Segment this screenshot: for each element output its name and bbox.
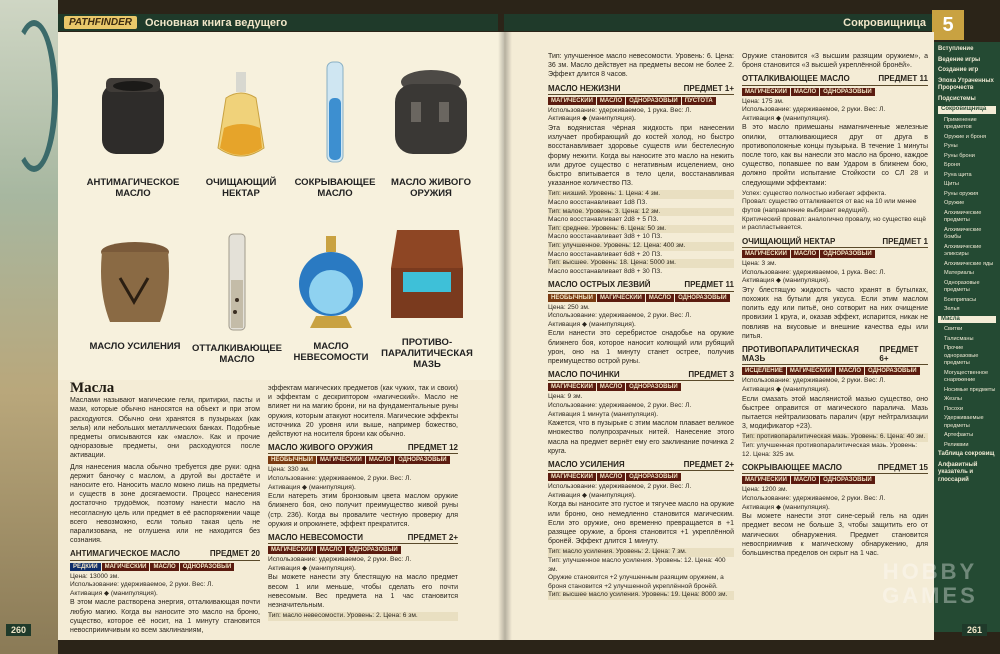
item-text: Если натереть этим бронзовым цвета маслом оружие ближнего боя, оно получит преимущество живой руны (стр. 236). Когда вы провалите честную проверку для оружия и опрокинете, эффект прекратится. xyxy=(268,493,458,528)
page-number-right: 261 xyxy=(962,624,987,636)
item-price: Цена: 13000 зм. xyxy=(70,572,120,580)
trait-tag[interactable]: МАСЛО xyxy=(150,563,178,571)
potency-oil-image xyxy=(90,232,180,332)
item-activation: Активация ◆ (манипуляция). xyxy=(548,491,636,499)
item-activation: Активация 1 минута (манипуляция). xyxy=(548,410,659,418)
nav-item[interactable]: Создание игр xyxy=(938,67,979,73)
gallery-caption: ОЧИЩАЮЩИЙ НЕКТАР xyxy=(205,177,277,199)
trait-tag[interactable]: МАГИЧЕСКИЙ xyxy=(268,546,316,554)
trait-tag[interactable]: ОДНОРАЗОВЫЙ xyxy=(626,383,681,391)
item-level: ПРЕДМЕТ 12 xyxy=(407,443,458,453)
item-title: МАСЛО ОСТРЫХ ЛЕЗВИЙ xyxy=(548,280,651,290)
item-activation: Активация ◆ (манипуляция). xyxy=(742,277,830,285)
item-usage: Использование: удерживаемое, 2 руки. Вес: Л. xyxy=(268,475,412,483)
item-activation: Активация ◆ (манипуляция). xyxy=(268,564,356,572)
intro-paragraph: Для нанесения масла обычно требуется две руки: одна держит баночку с маслом, а другой вы достаёте и наносите его. Наносить масло можно лишь на предметы и существ в зоне досягаемости. Процесс нанесения достаточно трудоёмок, поэтому нанести масло на несогласную цель или предмет в её распоряжении чаще всего невозможно, если только такая цель не парализована, не оглушена или не находится без сознания. xyxy=(70,463,260,545)
pathfinder-logo: PATHFINDER xyxy=(64,16,137,29)
nav-item[interactable]: Алхимические бомбы xyxy=(944,226,982,240)
item-heading xyxy=(268,533,458,544)
trait-tag[interactable]: ОДНОРАЗОВЫЙ xyxy=(626,473,681,481)
item-text: Вы можете нанести этот сине-серый гель на один предмет весом не больше 3, чтобы защитить его от магических обнаружения. Предмет становится невосприимчив к магическому обнаружению, для большинства пределов он скрыт на 1 час. xyxy=(742,513,928,557)
nav-item[interactable]: Материалы xyxy=(944,270,974,276)
item-title: МАСЛО НЕВЕСОМОСТИ xyxy=(268,533,364,543)
gallery-caption: МАСЛО УСИЛЕНИЯ xyxy=(89,341,181,352)
nav-item[interactable]: Алхимические яды xyxy=(944,260,994,267)
trait-tag[interactable]: МАСЛО xyxy=(791,476,819,484)
gallery-item xyxy=(80,232,190,352)
continued-text: Тип: улучшенное масло невесомости. Уровень: 6. Цена: 36 зм. Масло действует на предметы весом не более 2. Эффект длится 8 часов. xyxy=(548,53,734,79)
item-activation: Активация ◆ (манипуляция). xyxy=(742,385,830,393)
item-heading xyxy=(742,74,928,85)
type-row: Тип: высшее. Уровень: 18. Цена: 5000 зм. xyxy=(548,259,734,268)
trait-tag[interactable]: ОДНОРАЗОВЫЙ xyxy=(395,456,450,464)
gallery-caption: СОКРЫВАЮЩЕЕ МАСЛО xyxy=(294,177,376,199)
page-number-left: 260 xyxy=(6,624,31,636)
nav-item[interactable]: Масла xyxy=(938,316,996,324)
item-title: МАСЛО ПОЧИНКИ xyxy=(548,370,620,380)
trait-tag[interactable]: ОДНОРАЗОВЫЙ xyxy=(180,563,235,571)
trait-tag[interactable]: МАГИЧЕСКИЙ xyxy=(742,250,790,258)
item-activation: Активация ◆ (манипуляция). xyxy=(548,115,636,123)
item-title: АНТИМАГИЧЕСКОЕ МАСЛО xyxy=(70,549,180,559)
item-level: ПРЕДМЕТ 15 xyxy=(877,463,928,473)
item-usage: Использование: удерживаемое, 1 рука. Вес: Л. xyxy=(742,268,886,276)
type-row: Масло восстанавливает 8d8 + 30 ПЗ. xyxy=(548,267,663,275)
antimagic-oil-image xyxy=(88,68,178,168)
nav-item[interactable]: Применение предметов xyxy=(944,116,977,130)
gallery-item xyxy=(78,68,188,199)
trait-tag[interactable]: ПУСТОТА xyxy=(682,97,716,105)
trait-tag[interactable]: ОДНОРАЗОВЫЙ xyxy=(820,250,875,258)
nav-item[interactable]: Удерживаемые предметы xyxy=(944,415,984,429)
trait-tag[interactable]: МАГИЧЕСКИЙ xyxy=(548,383,596,391)
type-row: Тип: масло усиления. Уровень: 2. Цена: 7 зм. xyxy=(548,548,734,557)
nav-item[interactable]: Посохи xyxy=(944,405,963,412)
type-row: Тип: улучшенная противопаралитическая мазь. Уровень: 12. Цена: 325 зм. xyxy=(742,441,918,458)
gallery-caption: ОТТАЛКИВАЮЩЕЕ МАСЛО xyxy=(191,343,283,365)
trait-tags xyxy=(548,97,734,105)
trait-tag[interactable]: МАГИЧЕСКИЙ xyxy=(742,476,790,484)
nav-item[interactable]: Реликвии xyxy=(944,441,969,448)
item-usage: Использование: удерживаемое, 2 руки. Вес: Л. xyxy=(70,581,214,589)
left-col-1 xyxy=(70,380,260,637)
type-row: Тип: улучшенное. Уровень: 12. Цена: 400 зм. xyxy=(548,242,734,251)
item-title: МАСЛО ЖИВОГО ОРУЖИЯ xyxy=(268,443,373,453)
item-usage: Использование: удерживаемое, 2 руки. Вес: Л. xyxy=(268,556,412,564)
cleansing-nectar-image xyxy=(206,68,276,168)
item-level: ПРЕДМЕТ 1+ xyxy=(683,83,734,93)
obscuring-oil-image xyxy=(315,58,355,168)
trait-tag[interactable]: МАСЛО xyxy=(646,294,674,302)
book-gutter xyxy=(498,32,512,640)
type-row: Тип: улучшенное масло усиления. Уровень: 12. Цена: 400 зм. xyxy=(548,556,726,573)
gallery-item xyxy=(276,232,386,363)
gallery-caption: ПРОТИВО-ПАРАЛИТИЧЕСКАЯ МАЗЬ xyxy=(381,337,473,370)
trait-tag[interactable]: МАСЛО xyxy=(317,546,345,554)
outcome-crit-failure: Критический провал: аналогично провалу, но существо ещё и распластывается. xyxy=(742,215,927,232)
nav-item[interactable]: Алфавитный указатель и глоссарий xyxy=(938,461,978,483)
item-activation: Активация ◆ (манипуляция). xyxy=(70,589,158,597)
trait-tag[interactable]: ОДНОРАЗОВЫЙ xyxy=(820,88,875,96)
nav-item[interactable]: Вступление xyxy=(938,46,974,52)
item-level: ПРЕДМЕТ 20 xyxy=(209,549,260,559)
living-weapon-oil-image xyxy=(381,62,481,168)
trait-tag[interactable]: РЕДКИЙ xyxy=(70,563,101,571)
gallery-caption: АНТИМАГИЧЕСКОЕ МАСЛО xyxy=(86,177,180,199)
item-price: Цена: 3 зм. xyxy=(742,259,777,267)
item-text: Если нанести это серебристое снадобье на оружие ближнего боя, которое наносит колющий или рубящий урон, оно на 1 минуту станет острее, получив преимущество острой руны. xyxy=(548,330,734,365)
header-left xyxy=(58,14,498,31)
item-usage: Использование: удерживаемое, 2 руки. Вес: Л. xyxy=(548,401,692,409)
trait-tag[interactable]: МАСЛО xyxy=(597,97,625,105)
trait-tag[interactable]: ОДНОРАЗОВЫЙ xyxy=(675,294,730,302)
trait-tags xyxy=(742,250,928,258)
antiparalytic-salve-image xyxy=(377,218,477,328)
weightless-oil-image xyxy=(286,232,376,332)
nav-item[interactable]: Руны оружия xyxy=(944,190,979,197)
type-row: Тип: высшее масло усиления. Уровень: 19. Цена: 8000 зм. xyxy=(548,591,734,600)
dragon-border-art xyxy=(0,0,58,654)
trait-tag[interactable]: ИСЦЕЛЕНИЕ xyxy=(742,367,786,375)
item-usage: Использование: удерживаемое, 1 рука. Вес: Л. xyxy=(548,106,692,114)
item-usage: Использование: удерживаемое, 2 руки. Вес: Л. xyxy=(742,377,886,385)
gallery-item xyxy=(280,58,390,199)
item-heading xyxy=(742,345,928,365)
item-price: Цена: 330 зм. xyxy=(268,466,310,474)
item-level: ПРЕДМЕТ 3 xyxy=(688,370,734,380)
nav-item[interactable]: Эпоха Утраченных Пророчеств xyxy=(938,77,994,91)
trait-tag[interactable]: МАГИЧЕСКИЙ xyxy=(742,88,790,96)
item-heading xyxy=(742,237,928,248)
item-level: ПРЕДМЕТ 2+ xyxy=(683,459,734,469)
nav-item[interactable]: Жезлы xyxy=(944,396,962,402)
header-right xyxy=(504,14,932,31)
type-row: Масло восстанавливает 6d8 + 20 ПЗ. xyxy=(548,250,663,258)
item-gallery xyxy=(58,32,504,380)
trait-tags xyxy=(548,473,734,481)
trait-tags xyxy=(742,367,928,375)
item-text: Вы можете нанести эту блестящую на масло предмет весом 1 или меньше, чтобы сделать его почти невесомым. Вес предмета на 1 час становится незначительным. xyxy=(268,574,458,610)
item-usage: Использование: удерживаемое, 2 руки. Вес: Л. xyxy=(742,106,886,114)
continued-text: эффектам магических предметов (как чужих, так и своих) и эффектам с дескриптором «магический». Масло не влияет ни на магию брони, ни на фундаментальные руны оружия, которым атакуют носителя. Магические эффекты источника 20 уровня или выше, например божество, действуют на носителя брони как обычно. xyxy=(268,385,458,439)
trait-tags xyxy=(548,383,734,391)
nav-item[interactable]: Таблица сокровищ xyxy=(938,451,995,457)
item-level: ПРЕДМЕТ 11 xyxy=(878,74,928,84)
nav-item[interactable]: Носимые предметы xyxy=(944,386,996,393)
nav-item[interactable]: Руны xyxy=(944,143,958,149)
nav-item[interactable]: Руна щита xyxy=(944,171,972,178)
type-row: Тип: противопаралитическая мазь. Уровень: 6. Цена: 40 зм. xyxy=(742,433,928,442)
trait-tag[interactable]: ОДНОРАЗОВЫЙ xyxy=(820,476,875,484)
trait-tag[interactable]: МАСЛО xyxy=(597,473,625,481)
nav-item[interactable]: Алхимические предметы xyxy=(944,209,982,223)
item-text: Когда вы наносите это густое и тягучее масло на оружие или броню, оно немедленно становится магическим. Если это оружие, оно временно превращается в +1 разящее оружие, а броня становится +1 укреплённой бронёй. Эффект длится 1 минуту. xyxy=(548,501,734,546)
trait-tag[interactable]: МАСЛО xyxy=(836,367,864,375)
item-heading xyxy=(268,443,458,454)
trait-tags xyxy=(268,456,458,464)
trait-tag[interactable]: МАГИЧЕСКИЙ xyxy=(787,367,835,375)
nav-item[interactable]: Ведение игры xyxy=(938,56,981,63)
item-title: СОКРЫВАЮЩЕЕ МАСЛО xyxy=(742,463,842,473)
outcome-success: Успех: существо полностью избегает эффекта. xyxy=(742,189,887,197)
chapter-number[interactable]: 5 xyxy=(932,10,964,40)
nav-item[interactable]: Броня xyxy=(944,162,961,168)
trait-tag[interactable]: МАГИЧЕСКИЙ xyxy=(548,97,596,105)
item-heading xyxy=(742,463,928,474)
type-row: Тип: среднее. Уровень: 6. Цена: 50 зм. xyxy=(548,225,734,234)
type-row: Масло восстанавливает 3d8 + 10 ПЗ. xyxy=(548,233,663,241)
trait-tag[interactable]: МАГИЧЕСКИЙ xyxy=(317,456,365,464)
item-text: В этом масле растворена энергия, отталкивающая почти любую магию. Когда вы наносите это масло на броню, существо, которое её носит, на 1 минуту становится невосприимчивым ко всем заклинаниям, xyxy=(70,599,260,635)
gallery-caption: МАСЛО НЕВЕСОМОСТИ xyxy=(293,341,369,363)
item-text: Кажется, что в пузырьке с этим маслом плавает великое множество полупрозрачных нитей. Нанесение этого масла на предмет вернёт ему его заклинание починка 2 круга. xyxy=(548,420,734,455)
trait-tags xyxy=(548,294,734,302)
trait-tags xyxy=(742,476,928,484)
nav-item[interactable]: Прочие одноразовые предметы xyxy=(944,345,979,366)
item-title: МАСЛО НЕЖИЗНИ xyxy=(548,83,621,93)
chapter-title: Сокровищница xyxy=(843,16,926,29)
repulsion-oil-image xyxy=(217,230,257,334)
gallery-item xyxy=(372,218,482,370)
intro-paragraph: Маслами называют магические гели, притирки, пасты и мази, которые обычно наносятся на объект и при этом расходуются. Обычно они хранятся в пузырьках (как зелья) или небольших металлических банках. Подобные предметы описываются как «масло». Как и прочие одноразовые предметы, они расходуются после активации. xyxy=(70,397,260,460)
type-row: Масло восстанавливает 2d8 + 5 ПЗ. xyxy=(548,216,659,224)
trait-tags xyxy=(742,88,928,96)
item-activation: Активация ◆ (манипуляция). xyxy=(548,320,636,328)
item-title: ОТТАЛКИВАЮЩЕЕ МАСЛО xyxy=(742,74,850,84)
item-price: Цена: 250 зм. xyxy=(548,303,590,311)
book-title: Основная книга ведущего xyxy=(144,16,288,29)
nav-item[interactable]: Свитки xyxy=(944,326,963,332)
item-activation: Активация ◆ (манипуляция). xyxy=(742,503,830,511)
item-heading xyxy=(548,370,734,381)
trait-tags xyxy=(70,563,260,571)
trait-tag[interactable]: ОДНОРАЗОВЫЙ xyxy=(346,546,401,554)
nav-item[interactable]: Оружие xyxy=(944,200,965,206)
trait-tag[interactable]: МАСЛО xyxy=(597,383,625,391)
type-row: Тип: масло невесомости. Уровень: 2. Цена: 6 зм. xyxy=(268,612,458,621)
trait-tag[interactable]: МАГИЧЕСКИЙ xyxy=(597,294,645,302)
item-text: Эту блестящую жидкость часто хранят в бутылках, похожих на бутыли для уксуса. Если этим маслом полить еду или питьё, оно сотворит на них очищение провизии 1 круга, и, оказав эффект, испарится, никак не повлияв на вкусовые и внешние качества еды или питья. xyxy=(742,286,928,340)
item-title: ПРОТИВОПАРАЛИТИЧЕСКАЯ МАЗЬ xyxy=(742,344,859,364)
gallery-item xyxy=(376,62,486,199)
item-text: Эта водянистая чёрная жидкость при нанесении излучает пробирающий до костей холод, но быстро восстанавливает здоровье существ или бестелесную форму нежити. Когда вы наносите это масло на нежить или другое существо с негативным исцелением, оно быстро впитывается в тело цели, восстанавливая указанное количество ПЗ. xyxy=(548,125,734,188)
nav-item[interactable]: Оружие и броня xyxy=(944,133,987,140)
item-price: Цена: 9 зм. xyxy=(548,393,583,401)
item-heading xyxy=(548,280,734,291)
nav-item[interactable]: Талисманы xyxy=(944,335,974,342)
type-row: Тип: малое. Уровень: 3. Цена: 12 зм. xyxy=(548,208,734,217)
item-price: Цена: 1200 зм. xyxy=(742,486,788,494)
chapter-nav-sidebar xyxy=(934,42,1000,632)
item-text: В это масло примешаны намагниченные железные опилки, отталкивающиеся друг от друга в противоположные концы пузырька. В течение 1 минуты после того, как вы нанесли это масло на броню, каждое существо, попавшее по вам Ударом в ближнем бою, должно пройти испытание Стойкости со СЛ 28 и следующими эффектами: xyxy=(742,124,928,187)
item-activation: Активация ◆ (манипуляция). xyxy=(742,114,830,122)
trait-tag[interactable]: ОДНОРАЗОВЫЙ xyxy=(626,97,681,105)
right-col-2 xyxy=(742,52,928,560)
nav-item[interactable]: Руны брони xyxy=(944,152,975,159)
item-level: ПРЕДМЕТ 2+ xyxy=(407,533,458,543)
right-col-1 xyxy=(548,52,734,600)
trait-tag[interactable]: НЕОБЫЧНЫЙ xyxy=(548,294,596,302)
item-text: Если смазать этой маслянистой мазью существо, оно быстрее оправится от магического паралича. Мазь пытается нейтрализовать паралич (круг нейтрализации 3, модификатор +23). xyxy=(742,395,928,431)
trait-tag[interactable]: МАСЛО xyxy=(791,88,819,96)
item-level: ПРЕДМЕТ 6+ xyxy=(879,344,919,364)
section-title: Масла xyxy=(70,380,115,396)
continued-text: Оружие становится «3 высшим разящим оружием», а броня становится «3 высшей укреплённой бронёй». xyxy=(742,53,928,70)
nav-item[interactable]: Сокровищница xyxy=(938,106,996,114)
nav-item[interactable]: Одноразовые предметы xyxy=(944,279,980,293)
watermark-text: HOBBY GAMES xyxy=(882,559,978,608)
nav-item[interactable]: Зелья xyxy=(944,306,960,312)
type-row: Тип: низший. Уровень: 1. Цена: 4 зм. xyxy=(548,190,734,199)
trait-tag[interactable]: МАСЛО xyxy=(791,250,819,258)
item-heading xyxy=(70,549,260,560)
item-title: ОЧИЩАЮЩИЙ НЕКТАР xyxy=(742,236,836,246)
nav-item[interactable]: Боеприпасы xyxy=(944,296,977,303)
trait-tag[interactable]: НЕОБЫЧНЫЙ xyxy=(268,456,316,464)
trait-tag[interactable]: ОДНОРАЗОВЫЙ xyxy=(865,367,920,375)
nav-item[interactable]: Могущественное снаряжение xyxy=(944,369,989,383)
trait-tag[interactable]: МАГИЧЕСКИЙ xyxy=(548,473,596,481)
item-level: ПРЕДМЕТ 1 xyxy=(882,236,928,246)
item-title: МАСЛО УСИЛЕНИЯ xyxy=(548,459,625,469)
item-heading xyxy=(548,84,734,95)
nav-item[interactable]: Подсистемы xyxy=(938,95,976,102)
item-price: Цена: 175 зм. xyxy=(742,97,784,105)
item-level: ПРЕДМЕТ 11 xyxy=(684,280,734,290)
item-activation: Активация ◆ (манипуляция). xyxy=(268,483,356,491)
trait-tag[interactable]: МАГИЧЕСКИЙ xyxy=(102,563,150,571)
gallery-caption: МАСЛО ЖИВОГО ОРУЖИЯ xyxy=(391,177,471,199)
item-heading xyxy=(548,460,734,471)
nav-item[interactable]: Алхимические эликсиры xyxy=(944,243,982,257)
left-col-2 xyxy=(268,384,458,621)
trait-tags xyxy=(268,546,458,554)
nav-item[interactable]: Артефакты xyxy=(944,432,974,438)
item-usage: Использование: удерживаемое, 2 руки. Вес: Л. xyxy=(548,483,692,491)
trait-tag[interactable]: МАСЛО xyxy=(366,456,394,464)
outcome-failure: Провал: существо отталкивается от вас на 10 или менее футов (направление выбирает ведущий). xyxy=(742,198,917,214)
item-usage: Использование: удерживаемое, 2 руки. Вес: Л. xyxy=(742,494,886,502)
type-row: Масло восстанавливает 1d8 ПЗ. xyxy=(548,199,648,207)
nav-item[interactable]: Щиты xyxy=(944,181,959,187)
type-row: Оружие становится +2 улучшенным разящим оружием, а броня становится +2 улучшенной укреплённой бронёй. xyxy=(548,574,724,590)
item-usage: Использование: удерживаемое, 2 руки. Вес: Л. xyxy=(548,312,692,320)
